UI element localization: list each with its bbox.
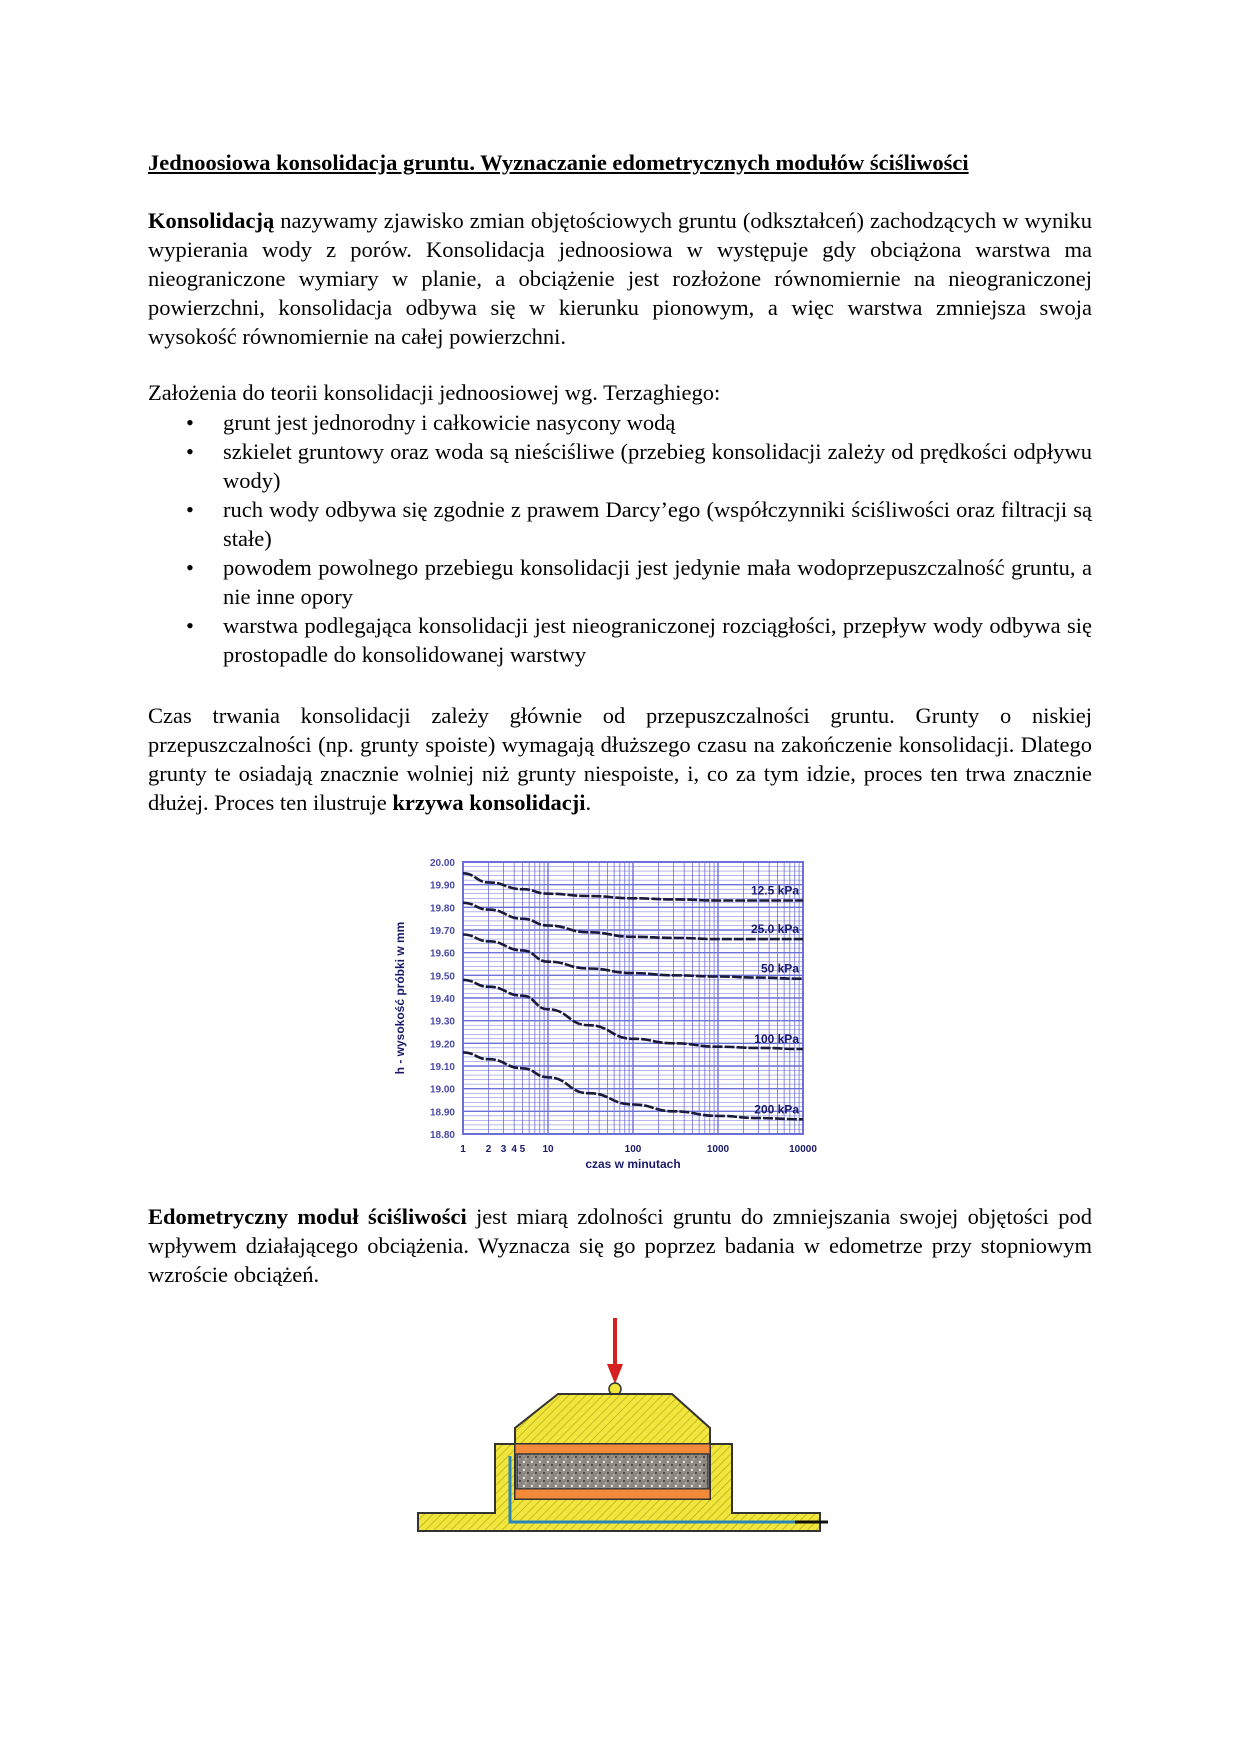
term-oedometric-modulus: Edometryczny moduł ściśliwości bbox=[148, 1204, 467, 1229]
list-item: • szkielet gruntowy oraz woda są nieściśliwe (przebieg konsolidacji zależy od prędkości odpływu wody) bbox=[186, 439, 1092, 493]
x-tick-label: 3 bbox=[500, 1144, 507, 1155]
term-consolidation-curve: krzywa konsolidacji bbox=[392, 790, 586, 815]
x-tick-label: 4 bbox=[511, 1144, 517, 1155]
term-consolidation: Konsolidacją bbox=[148, 208, 275, 233]
document-title: Jednoosiowa konsolidacja gruntu. Wyznaczanie edometrycznych modułów ściśliwości bbox=[148, 150, 969, 175]
y-tick-label: 19.60 bbox=[429, 948, 455, 960]
series-label: 100 kPa bbox=[754, 1032, 799, 1046]
y-tick-label: 19.80 bbox=[429, 903, 455, 915]
list-item: • ruch wody odbywa się zgodnie z prawem Darcy’ego (współczynniki ściśliwości oraz filtracji są stałe) bbox=[186, 497, 1092, 551]
paragraph-oedometric-modulus-text: jest miarą zdolności gruntu do zmniejszania swojej objętości pod wpływem działającego obciążenia. Wyznacza się go poprzez badania w edometrze przy stopniowym wzroście obciążeń. bbox=[148, 1204, 1092, 1287]
x-tick-label: 1 bbox=[460, 1144, 466, 1155]
x-tick-label: 5 bbox=[519, 1144, 526, 1155]
x-axis-label: czas w minutach bbox=[585, 1157, 681, 1171]
paragraph-duration-text: Czas trwania konsolidacji zależy głównie od przepuszczalności gruntu. Grunty o niskiej przepuszczalności (np. grunty spoiste) wymagają dłuższego czasu na zakończenie konsolidacji. Dlatego grunty te osiadają znacznie wolniej niż grunty niespoiste, i, co za tym idzie, proces ten trwa znacznie dłużej. Proces ten ilustruje bbox=[148, 703, 1092, 815]
paragraph-duration: Czas trwania konsolidacji zależy głównie od przepuszczalności gruntu. Grunty o niskiej przepuszczalności (np. grunty spoiste) wymagają dłuższego czasu na zakończenie konsolidacji. Dlatego grunty te osiadają znacznie wolniej niż grunty niespoiste, i, co za tym idzie, proces ten trwa znacznie dłużej. Proces ten ilustruje krzywa konsolidacji. bbox=[148, 703, 1092, 815]
x-tick-label: 10 bbox=[542, 1144, 554, 1155]
y-axis-label: h - wysokość próbki w mm bbox=[393, 921, 407, 1075]
assumptions-intro: Założenia do teorii konsolidacji jednoosiowej wg. Terzaghiego: bbox=[148, 380, 721, 405]
y-axis-ticks bbox=[430, 858, 455, 1141]
paragraph-consolidation-text: nazywamy zjawisko zmian objętościowych gruntu (odkształceń) zachodzących w wyniku wypierania wody z porów. Konsolidacja jednoosiowa w występuje gdy obciążona warstwa ma nieograniczone wymiary w planie, a obciążenie jest rozłożone równomiernie na nieograniczonej powierzchni, konsolidacja odbywa się w kierunku pionowym, a więc warstwa zmniejsza swoja wysokość równomiernie na całej powierzchni. bbox=[148, 208, 1092, 349]
bullet-icon: • bbox=[186, 555, 194, 580]
y-tick-label: 18.80 bbox=[429, 1130, 455, 1141]
series-label: 12.5 kPa bbox=[750, 883, 799, 898]
consolidation-chart bbox=[380, 840, 860, 1205]
x-tick-label: 1000 bbox=[706, 1144, 730, 1155]
chart-grid bbox=[463, 862, 803, 1134]
y-tick-label: 20.00 bbox=[429, 858, 455, 869]
bullet-icon: • bbox=[186, 497, 194, 522]
soil-sample bbox=[517, 1454, 708, 1489]
assumptions-list bbox=[148, 408, 1092, 669]
top-porous-stone bbox=[515, 1444, 710, 1454]
list-item: • powodem powolnego przebiegu konsolidacji jest jedynie mała wodoprzepuszczalność gruntu, a nie inne opory bbox=[186, 555, 1092, 609]
series-label: 50 kPa bbox=[760, 961, 799, 976]
oedometer-diagram bbox=[410, 1316, 830, 1556]
y-tick-label: 19.50 bbox=[429, 971, 455, 983]
y-tick-label: 19.20 bbox=[429, 1039, 455, 1051]
load-arrow-head bbox=[607, 1364, 623, 1384]
y-tick-label: 19.70 bbox=[429, 926, 455, 937]
y-tick-label: 19.30 bbox=[429, 1016, 455, 1028]
loading-cap bbox=[515, 1394, 710, 1444]
x-tick-label: 10000 bbox=[789, 1144, 817, 1155]
paragraph-consolidation bbox=[148, 206, 1092, 351]
bullet-icon: • bbox=[186, 410, 194, 435]
y-tick-label: 18.90 bbox=[429, 1107, 455, 1119]
bottom-porous-stone bbox=[515, 1489, 710, 1499]
y-tick-label: 19.90 bbox=[429, 880, 455, 892]
bullet-icon: • bbox=[186, 439, 194, 464]
y-tick-label: 19.00 bbox=[429, 1084, 455, 1096]
list-item: • grunt jest jednorodny i całkowicie nasycony wodą bbox=[186, 410, 676, 435]
paragraph-oedometric-modulus bbox=[148, 1202, 1092, 1289]
x-tick-label: 100 bbox=[624, 1144, 642, 1155]
y-tick-label: 19.40 bbox=[429, 994, 455, 1005]
y-tick-label: 19.10 bbox=[429, 1062, 455, 1073]
bullet-icon: • bbox=[186, 613, 194, 638]
series-label: 200 kPa bbox=[754, 1102, 799, 1117]
x-axis-ticks bbox=[460, 1144, 817, 1155]
series-label: 25.0 kPa bbox=[750, 922, 799, 937]
x-tick-label: 2 bbox=[485, 1144, 492, 1155]
list-item: • warstwa podlegająca konsolidacji jest nieograniczonej rozciągłości, przepływ wody odbywa się prostopadle do konsolidowanej warstwy bbox=[186, 613, 1092, 667]
